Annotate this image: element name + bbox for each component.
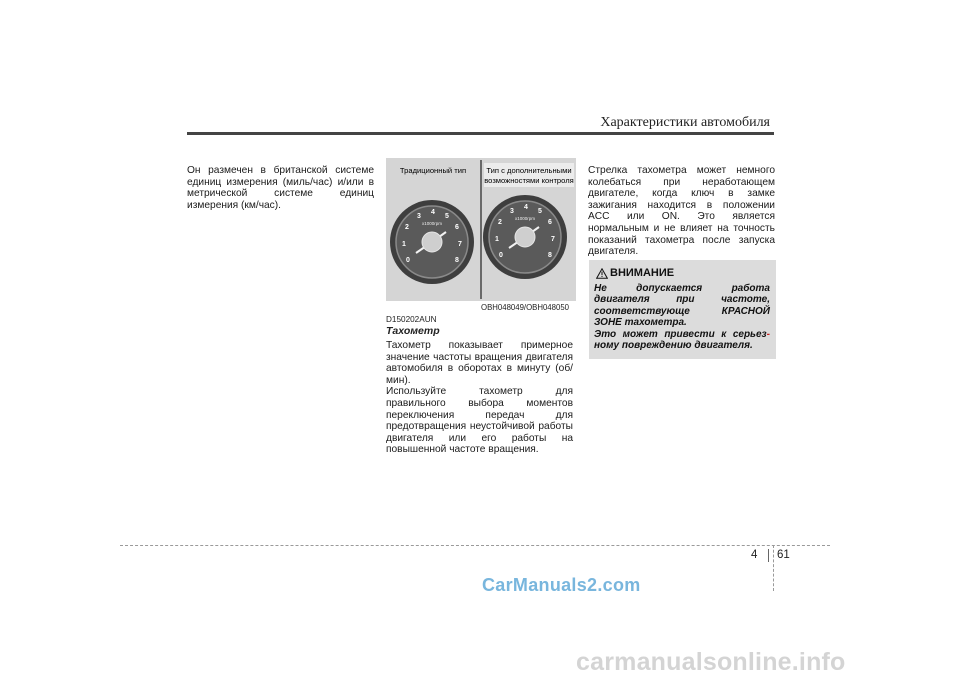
figure-label-supervision-2: возможностями контроля bbox=[484, 176, 574, 185]
warning-text bbox=[594, 283, 770, 351]
warning-line-1: Не допускается работа двигателя при частоте, соответствующе КРАСНОЙ ЗОНЕ тахометра. bbox=[594, 283, 770, 329]
figure-label-supervision-1: Тип с дополнительными bbox=[486, 166, 572, 175]
gauge-tick-7: 7 bbox=[551, 236, 555, 243]
gauge-tick-4: 4 bbox=[524, 204, 528, 211]
figure-label-traditional: Традиционный тип bbox=[399, 166, 467, 175]
page-separator bbox=[768, 549, 769, 562]
gauge-tick-0: 0 bbox=[406, 257, 410, 264]
footer-rule bbox=[120, 545, 830, 546]
header-rule bbox=[187, 132, 774, 135]
tachometer-illustration bbox=[386, 158, 576, 301]
supervision-gauge bbox=[483, 195, 567, 279]
page-number: 61 bbox=[777, 549, 790, 561]
warning-line-2 bbox=[594, 329, 770, 352]
gauge-tick-3: 3 bbox=[510, 208, 514, 215]
tachometer-figure bbox=[386, 158, 576, 301]
gauge-tick-6: 6 bbox=[455, 224, 459, 231]
gauge-unit-label: x1000rpm bbox=[421, 221, 443, 226]
column-1-text: Он размечен в британской системе единиц измерения (миль/час) и/или в метрической системе единиц измерения (км/час). bbox=[187, 165, 374, 211]
column-2-text bbox=[386, 340, 573, 456]
watermark-carmanuals2[interactable]: CarManuals2.com bbox=[482, 575, 641, 595]
watermark-carmanualsonline[interactable]: carmanualsonline.info bbox=[576, 648, 846, 676]
warning-title: ВНИМАНИЕ bbox=[610, 267, 675, 279]
section-code: D150202AUN bbox=[386, 315, 437, 324]
footer-vertical-line bbox=[773, 545, 774, 591]
gauge-tick-5: 5 bbox=[445, 213, 449, 220]
figure-code: OBH048049/OBH048050 bbox=[481, 303, 569, 312]
gauge-tick-4: 4 bbox=[431, 209, 435, 216]
gauge-tick-7: 7 bbox=[458, 241, 462, 248]
gauge-tick-0: 0 bbox=[499, 252, 503, 259]
gauge-tick-1: 1 bbox=[495, 236, 499, 243]
traditional-gauge bbox=[390, 200, 474, 284]
gauge-tick-8: 8 bbox=[455, 257, 459, 264]
warning-line-2a: Это может привести к серьез bbox=[594, 328, 767, 340]
gauge-tick-2: 2 bbox=[498, 219, 502, 226]
gauge-tick-6: 6 bbox=[548, 219, 552, 226]
warning-line-2b: ному повреждению двигателя. bbox=[594, 340, 753, 352]
chapter-number: 4 bbox=[751, 549, 758, 561]
gauge-tick-1: 1 bbox=[402, 241, 406, 248]
warning-triangle-icon bbox=[596, 266, 608, 284]
gauge-tick-3: 3 bbox=[417, 213, 421, 220]
gauge-unit-label: x1000rpm bbox=[514, 216, 536, 221]
gauge-tick-2: 2 bbox=[405, 224, 409, 231]
tachometer-paragraph-2: Используйте тахометр для правильного выбора моментов переключения передач для предотвращения неустойчивой работы двигателя или его работы на повышенной частоте вращения. bbox=[386, 386, 573, 456]
gauge-tick-8: 8 bbox=[548, 252, 552, 259]
page-header-title: Характеристики автомобиля bbox=[600, 115, 770, 130]
gauge-tick-5: 5 bbox=[538, 208, 542, 215]
section-title: Тахометр bbox=[386, 325, 440, 337]
tachometer-paragraph-1: Тахометр показывает примерное значение частоты вращения двигателя автомобиля в оборотах в минуту (об/мин). bbox=[386, 340, 573, 386]
column-3-text: Стрелка тахометра может немного колебаться при неработающем двигателе, когда ключ в замке зажигания находится в положении ACC или ON. Это является нормальным и не влияет на точность показаний тахометра после запуска двигателя. bbox=[588, 165, 775, 258]
warning-hyphen: - bbox=[766, 328, 770, 340]
